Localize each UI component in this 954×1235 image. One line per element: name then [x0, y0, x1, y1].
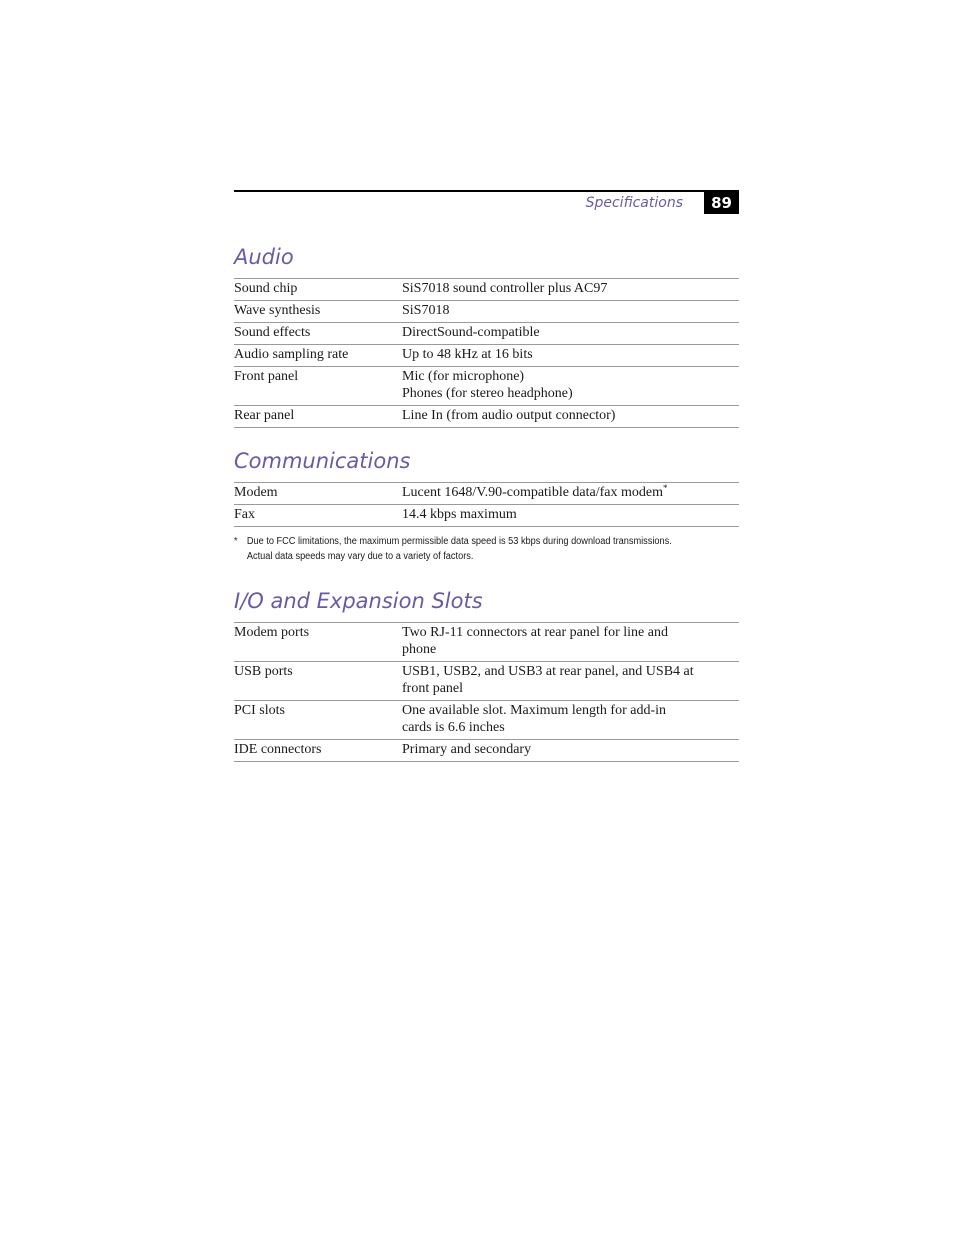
spec-value [402, 345, 739, 367]
spec-value-line [402, 741, 739, 758]
spec-value [402, 701, 739, 740]
io-heading: I/O and Expansion Slots [234, 589, 483, 613]
footnote-line: Due to FCC limitations, the maximum permissible data speed is 53 kbps during download transmissions. [246, 536, 672, 547]
spec-value [402, 623, 739, 662]
table-row [234, 279, 739, 301]
spec-value [402, 406, 739, 428]
spec-value [402, 505, 739, 527]
header-rule [234, 190, 739, 192]
spec-label: Wave synthesis [234, 301, 402, 323]
spec-label: Audio sampling rate [234, 345, 402, 367]
spec-value-line [402, 624, 739, 641]
io-section [234, 588, 739, 762]
spec-value-line [402, 719, 739, 736]
spec-label: IDE connectors [234, 740, 402, 762]
spec-label: Modem [234, 483, 402, 505]
spec-value-text: front panel [402, 681, 464, 696]
spec-value-text: Two RJ-11 connectors at rear panel for line and [402, 625, 668, 640]
spec-value [402, 279, 739, 301]
table-row [234, 301, 739, 323]
spec-value [402, 367, 739, 406]
spec-value-text: DirectSound-compatible [402, 325, 540, 340]
table-row [234, 323, 739, 345]
page-number: 89 [704, 192, 739, 214]
spec-value [402, 301, 739, 323]
table-row [234, 483, 739, 505]
footnote [234, 534, 751, 564]
spec-value-text: Phones (for stereo headphone) [402, 386, 573, 401]
spec-value-line [402, 663, 739, 680]
table-row [234, 345, 739, 367]
io-table [234, 622, 739, 762]
spec-value-text: Up to 48 kHz at 16 bits [402, 347, 533, 362]
spec-value-line [402, 641, 739, 658]
spec-value [402, 740, 739, 762]
spec-value-line [402, 324, 739, 341]
spec-value-text: SiS7018 [402, 303, 450, 318]
spec-value-line [402, 280, 739, 297]
audio-section [234, 244, 739, 428]
spec-value-line [402, 346, 739, 363]
table-row [234, 662, 739, 701]
spec-value-line [402, 702, 739, 719]
spec-label: Rear panel [234, 406, 402, 428]
table-row [234, 406, 739, 428]
spec-label: Sound chip [234, 279, 402, 301]
spec-label: USB ports [234, 662, 402, 701]
spec-value-text: Lucent 1648/V.90-compatible data/fax modem [402, 485, 664, 500]
footnote-line: Actual data speeds may vary due to a variety of factors. [246, 551, 474, 562]
audio-table [234, 278, 739, 428]
table-row [234, 367, 739, 406]
spec-value-text: cards is 6.6 inches [402, 720, 505, 735]
spec-label: Sound effects [234, 323, 402, 345]
spec-label: PCI slots [234, 701, 402, 740]
spec-value-line [402, 368, 739, 385]
spec-value-text: SiS7018 sound controller plus AC97 [402, 281, 608, 296]
table-row [234, 701, 739, 740]
spec-value-text: One available slot. Maximum length for add-in [402, 703, 666, 718]
spec-value-text: Primary and secondary [402, 742, 532, 757]
spec-value [402, 662, 739, 701]
spec-value-line [402, 484, 739, 501]
spec-label: Fax [234, 505, 402, 527]
spec-value-line [402, 680, 739, 697]
audio-heading: Audio [234, 245, 294, 269]
communications-heading: Communications [234, 449, 411, 473]
table-row [234, 505, 739, 527]
spec-value-text: 14.4 kbps maximum [402, 507, 517, 522]
spec-value-line [402, 302, 739, 319]
spec-value-text: Mic (for microphone) [402, 369, 525, 384]
spec-value-text: USB1, USB2, and USB3 at rear panel, and USB4 at [402, 664, 694, 679]
spec-value-line [402, 385, 739, 402]
spec-value [402, 483, 739, 505]
spec-label: Modem ports [234, 623, 402, 662]
footnote-marker: * [234, 536, 238, 547]
spec-value-text: phone [402, 642, 437, 657]
communications-section [234, 448, 739, 564]
running-head: Specifications [585, 195, 683, 211]
footnote-reference: * [663, 483, 668, 493]
table-row [234, 623, 739, 662]
spec-value-text: Line In (from audio output connector) [402, 408, 616, 423]
spec-label: Front panel [234, 367, 402, 406]
table-row [234, 740, 739, 762]
communications-table [234, 482, 739, 527]
spec-value-line [402, 506, 739, 523]
spec-value [402, 323, 739, 345]
spec-value-line [402, 407, 739, 424]
